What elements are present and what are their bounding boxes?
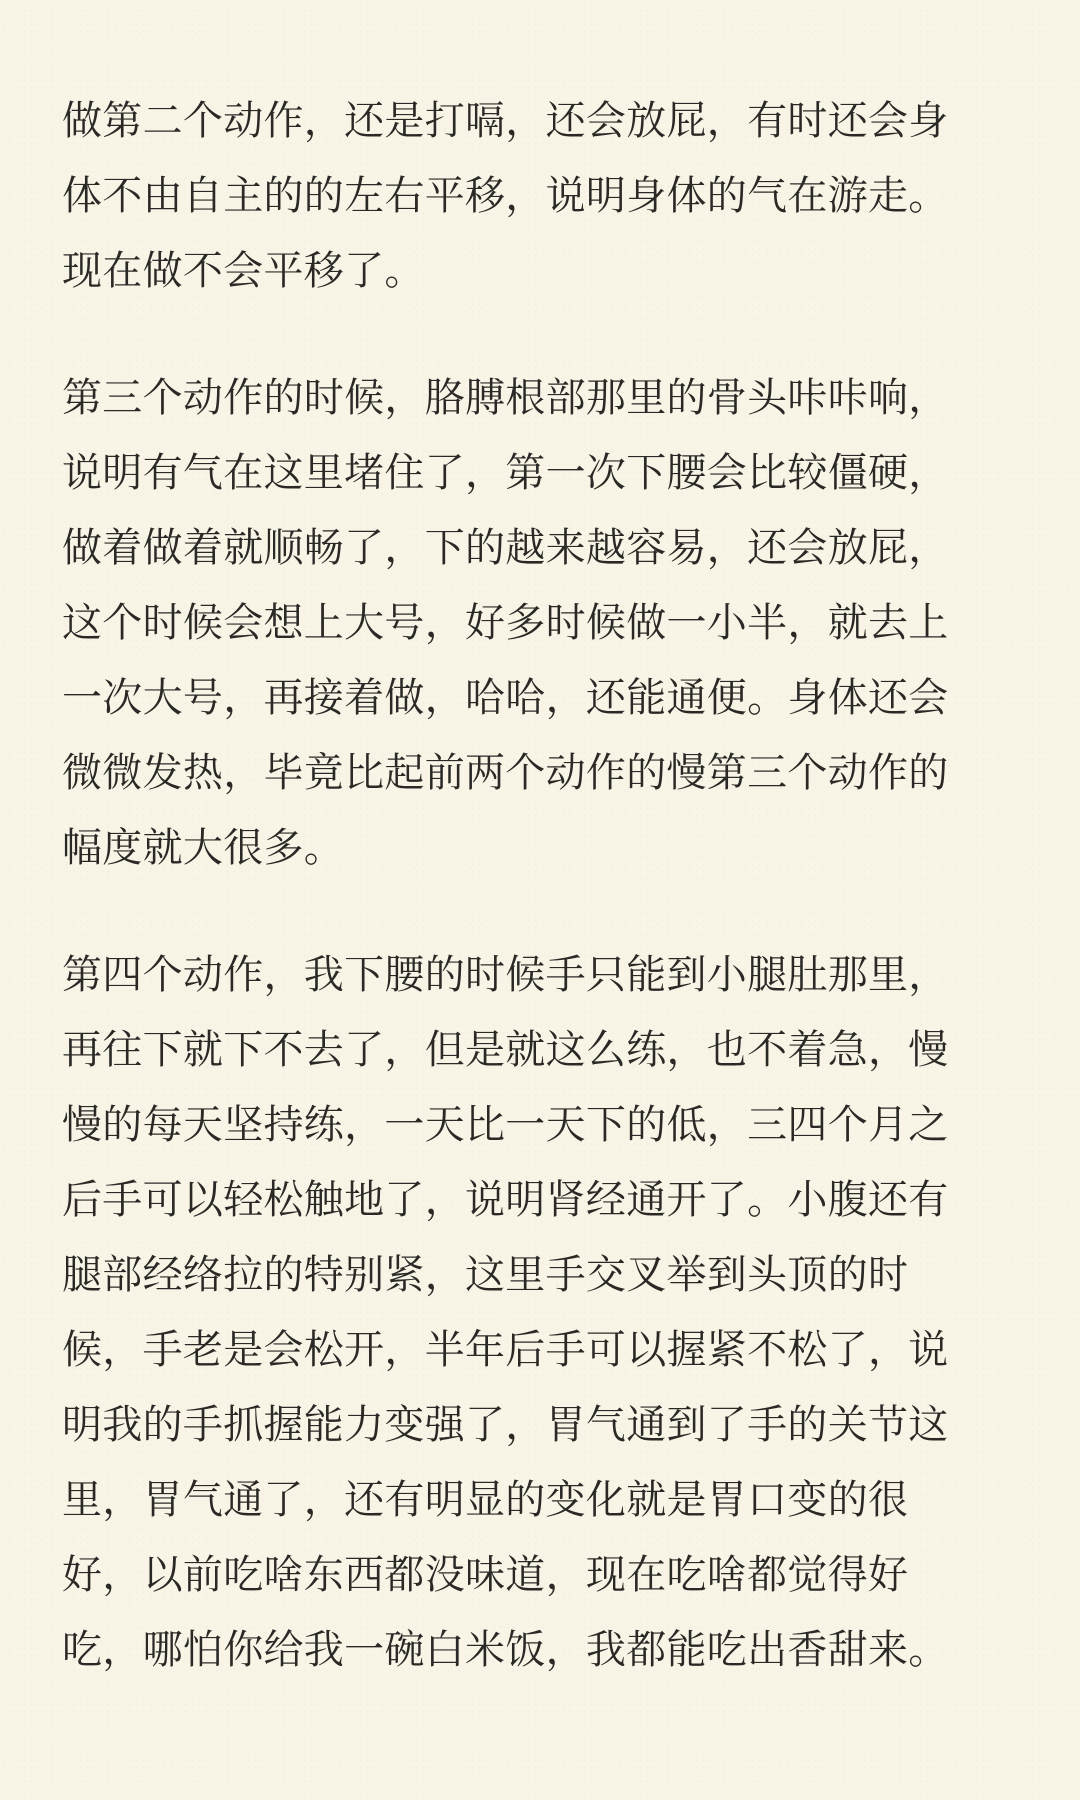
paragraph-1: [62, 84, 1020, 309]
text-line: 做第二个动作，还是打嗝，还会放屁，有时还会身: [62, 98, 949, 144]
paragraph-2: [62, 361, 1020, 886]
text-line: 一次大号，再接着做，哈哈，还能通便。身体还会: [62, 675, 949, 721]
text-line: 做着做着就顺畅了，下的越来越容易，还会放屁，: [62, 525, 949, 571]
text-line: 说明有气在这里堵住了，第一次下腰会比较僵硬，: [62, 450, 949, 496]
text-line: 腿部经络拉的特别紧，这里手交叉举到头顶的时: [62, 1252, 909, 1298]
text-line: 后手可以轻松触地了，说明肾经通开了。小腹还有: [62, 1177, 949, 1223]
text-line: 慢的每天坚持练，一天比一天下的低，三四个月之: [62, 1102, 949, 1148]
text-line: 里，胃气通了，还有明显的变化就是胃口变的很: [62, 1477, 909, 1523]
text-line: 明我的手抓握能力变强了，胃气通到了手的关节这: [62, 1402, 949, 1448]
text-line: 候，手老是会松开，半年后手可以握紧不松了，说: [62, 1327, 949, 1373]
text-line: 幅度就大很多。: [62, 825, 345, 871]
text-line: 微微发热，毕竟比起前两个动作的慢第三个动作的: [62, 750, 949, 796]
text-line: 吃，哪怕你给我一碗白米饭，我都能吃出香甜来。: [62, 1627, 949, 1673]
text-line: 第四个动作，我下腰的时候手只能到小腿肚那里，: [62, 952, 949, 998]
text-line: 第三个动作的时候，胳膊根部那里的骨头咔咔响，: [62, 375, 949, 421]
text-line: 这个时候会想上大号，好多时候做一小半，就去上: [62, 600, 949, 646]
text-line: 再往下就下不去了，但是就这么练，也不着急，慢: [62, 1027, 949, 1073]
text-line: 体不由自主的的左右平移，说明身体的气在游走。: [62, 173, 949, 219]
text-line: 好，以前吃啥东西都没味道，现在吃啥都觉得好: [62, 1552, 909, 1598]
paragraph-3: [62, 938, 1020, 1688]
text-line: 现在做不会平移了。: [62, 248, 425, 294]
